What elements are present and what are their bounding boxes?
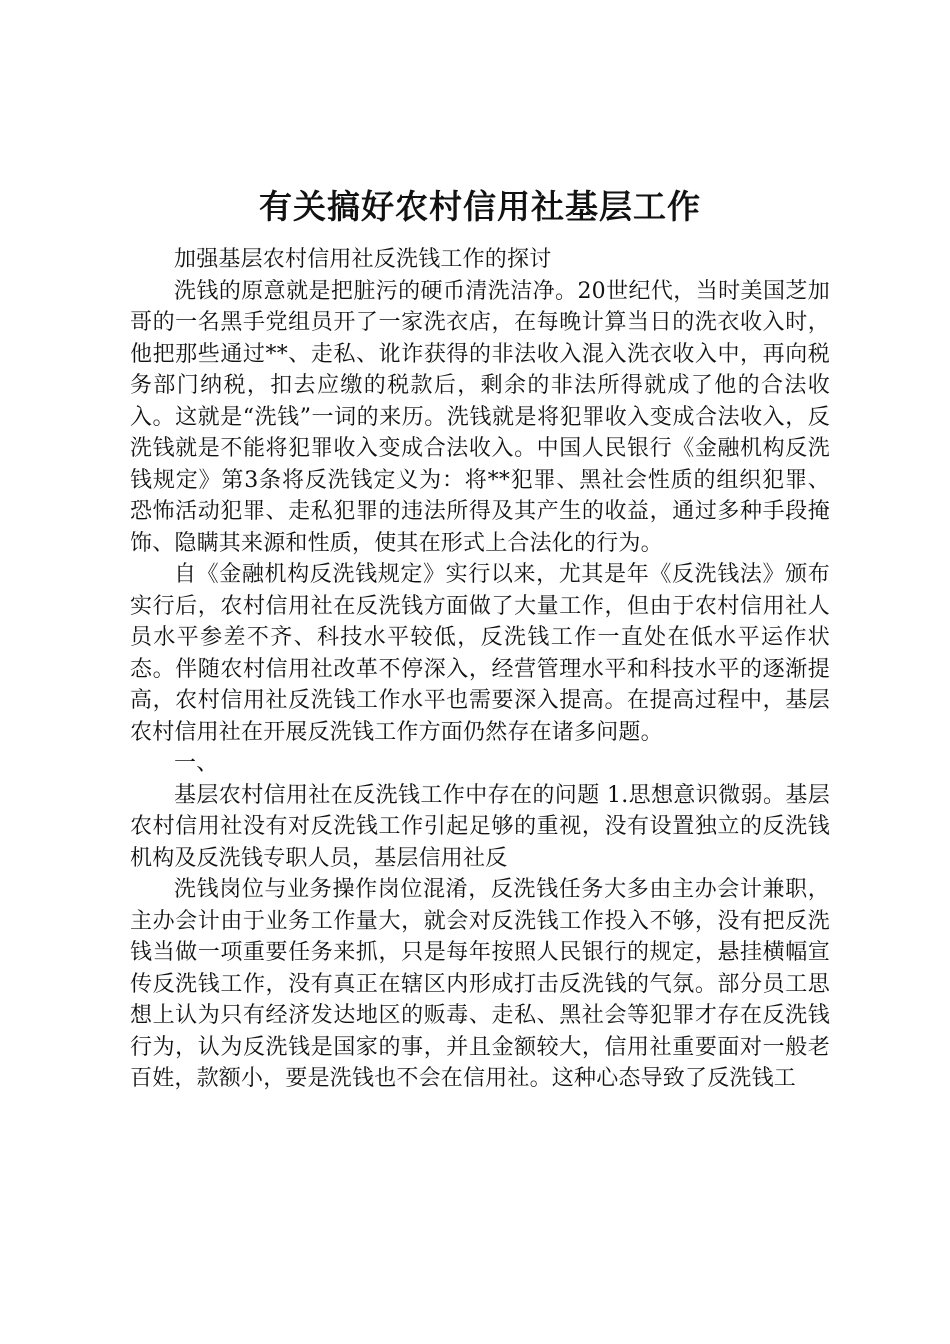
body-paragraph: 基层农村信用社在反洗钱工作中存在的问题 1.思想意识微弱。基层农村信用社没有对反洗钱工作引起足够的重视，没有设置独立的反洗钱机构及反洗钱专职人员，基层信用社反 <box>130 782 830 871</box>
body-paragraph: 洗钱的原意就是把脏污的硬币清洗洁净。20世纪代，当时美国芝加哥的一名黑手党组员开了一家洗衣店，在每晚计算当日的洗衣收入时，他把那些通过**、走私、讹诈获得的非法收入混入洗衣收入中，再向税务部门纳税，扣去应缴的税款后，剩余的非法所得就成了他的合法收入。这就是“洗钱”一词的来历。洗钱就是将犯罪收入变成合法收入，反洗钱就是不能将犯罪收入变成合法收入。中国人民银行《金融机构反洗钱规定》第3条将反洗钱定义为：将**犯罪、黑社会性质的组织犯罪、恐怖活动犯罪、走私犯罪的违法所得及其产生的收益，通过多种手段掩饰、隐瞒其来源和性质，使其在形式上合法化的行为。 <box>130 278 830 556</box>
body-paragraph: 洗钱岗位与业务操作岗位混淆，反洗钱任务大多由主办会计兼职，主办会计由于业务工作量大，就会对反洗钱工作投入不够，没有把反洗钱当做一项重要任务来抓，只是每年按照人民银行的规定，悬挂横幅宣传反洗钱工作，没有真正在辖区内形成打击反洗钱的气氛。部分员工思想上认为只有经济发达地区的贩毒、走私、黑社会等犯罪才存在反洗钱行为，认为反洗钱是国家的事，并且金额较大，信用社重要面对一般老百姓，款额小，要是洗钱也不会在信用社。这种心态导致了反洗钱工 <box>130 877 830 1091</box>
subtitle-paragraph: 加强基层农村信用社反洗钱工作的探讨 <box>174 247 552 272</box>
document-title: 有关搞好农村信用社基层工作 <box>259 187 701 226</box>
body-paragraph: 自《金融机构反洗钱规定》实行以来，尤其是年《反洗钱法》颁布实行后，农村信用社在反洗钱方面做了大量工作，但由于农村信用社人员水平参差不齐、科技水平较低，反洗钱工作一直处在低水平运作状态。伴随农村信用社改革不停深入，经营管理水平和科技水平的逐渐提高，农村信用社反洗钱工作水平也需要深入提高。在提高过程中，基层农村信用社在开展反洗钱工作方面仍然存在诸多问题。 <box>130 562 830 745</box>
document-page <box>130 180 830 1095</box>
section-heading: 一、 <box>174 751 219 776</box>
